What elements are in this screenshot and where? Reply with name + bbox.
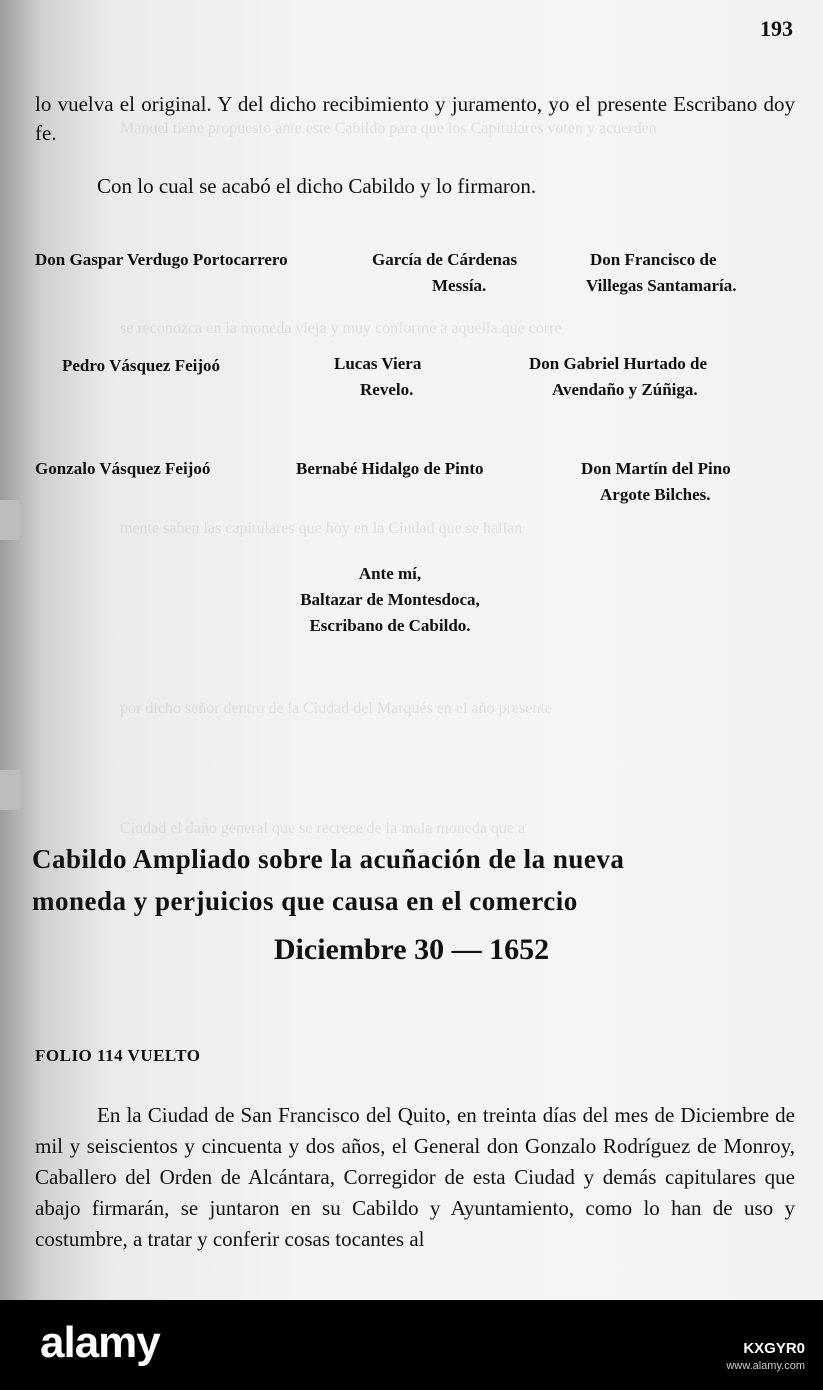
closing-sentence: Con lo cual se acabó el dicho Cabildo y lo firmaron. (97, 174, 537, 198)
section-body-paragraph: En la Ciudad de San Francisco del Quito, en treinta días del mes de Diciembre de mil y seiscientos y cincuenta y dos años, el General don Gonzalo Rodríguez de Monroy, Caballero del Orden de Alcántara, Corregidor de esta Ciudad y demás capitulares que abajo firmarán, se juntaron en su Cabildo y Ayuntamiento, como lo han de uso y costumbre, a tratar y conferir cosas tocantes al (35, 1103, 795, 1251)
section-title-line1: Cabildo Ampliado sobre la acuñación de la nueva (32, 844, 625, 874)
margin-scan-mark (0, 500, 20, 540)
signature-gabriel-hurtado: Don Gabriel Hurtado de (529, 354, 708, 373)
bleed-through-text: se reconozca en la moneda vieja y muy conforme a aquella que corre (120, 320, 562, 337)
watermark-url: www.alamy.com (726, 1360, 805, 1372)
signature-gaspar-verdugo: Don Gaspar Verdugo Portocarrero (35, 250, 288, 269)
signature-francisco-villegas-cont: Villegas Santamaría. (586, 276, 737, 295)
signature-bernabe-hidalgo: Bernabé Hidalgo de Pinto (296, 459, 484, 478)
opening-paragraph: lo vuelva el original. Y del dicho recibimiento y juramento, yo el presente Escribano doy fe. (35, 92, 795, 145)
folio-reference: FOLIO 114 VUELTO (35, 1046, 201, 1065)
margin-scan-mark (0, 770, 20, 810)
page-number: 193 (760, 16, 793, 41)
watermark-logo: alamy (40, 1318, 160, 1367)
bleed-through-text: por dicho señor dentro de la Ciudad del Marqués en el año presente (120, 700, 552, 717)
signature-lucas-viera-cont: Revelo. (360, 380, 414, 399)
bleed-through-text: Manuel tiene propuesto ante este Cabildo para que los Capitulares voten y acuerden (120, 120, 657, 137)
signature-francisco-villegas: Don Francisco de (590, 250, 717, 269)
watermark-image-id: KXGYR0 (743, 1340, 805, 1357)
signature-lucas-viera: Lucas Viera (334, 354, 422, 373)
bleed-through-text: mente saben las capitulares que hoy en la Ciudad que se hallan (120, 520, 523, 537)
signature-gabriel-hurtado-cont: Avendaño y Zúñiga. (552, 380, 698, 399)
signature-pedro-vasquez: Pedro Vásquez Feijoó (62, 356, 221, 375)
signature-martin-del-pino: Don Martín del Pino (581, 459, 731, 478)
signature-gonzalo-vasquez: Gonzalo Vásquez Feijoó (35, 459, 211, 478)
watermark-bar (0, 1300, 823, 1390)
section-date: Diciembre 30 — 1652 (273, 933, 550, 966)
section-title-line2: moneda y perjuicios que causa en el comercio (32, 886, 578, 916)
signature-martin-del-pino-cont: Argote Bilches. (600, 485, 711, 504)
scribe-title: Escribano de Cabildo. (309, 616, 471, 635)
scribe-name: Baltazar de Montesdoca, (300, 590, 480, 609)
signature-garcia-cardenas-cont: Messía. (432, 276, 487, 295)
bleed-through-text: Ciudad el daño general que se recrece de la mala moneda que a (120, 820, 526, 837)
signature-garcia-cardenas: García de Cárdenas (372, 250, 518, 269)
scribe-ante-mi: Ante mí, (358, 564, 422, 583)
